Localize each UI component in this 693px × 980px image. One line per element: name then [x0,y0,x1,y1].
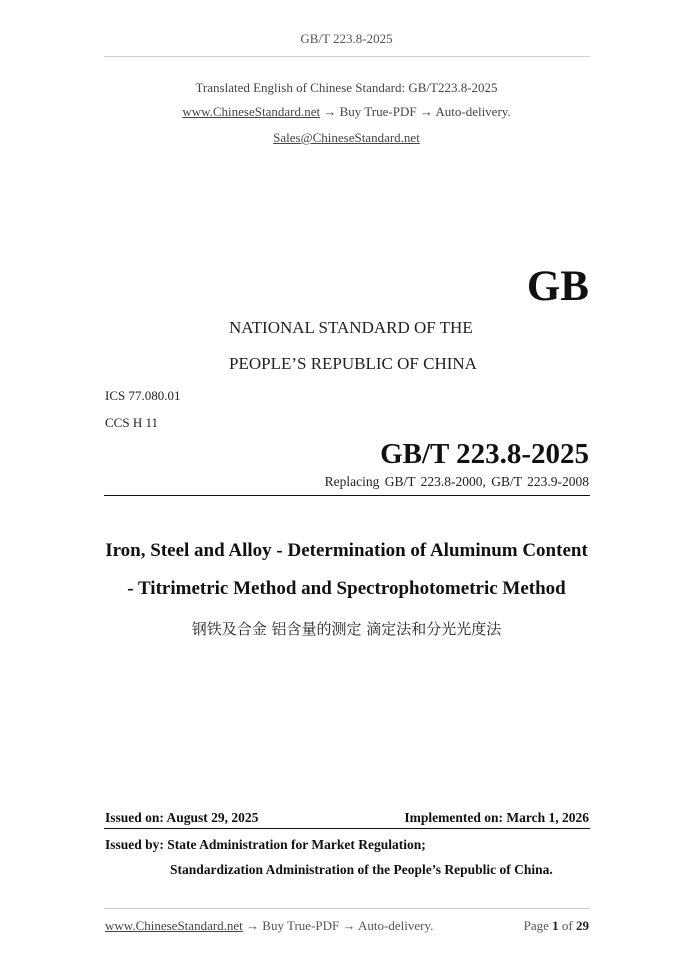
page-current: 1 [552,918,559,933]
document-title-line-1: Iron, Steel and Alloy - Determination of Aluminum Content [105,540,588,561]
issued-by-line-2: Standardization Administration of the People’s Republic of China. [170,862,553,877]
page-of: of [561,918,573,933]
promo-line-email [0,130,693,146]
sales-email-link[interactable]: Sales@ChineseStandard.net [273,130,420,145]
ics-code: ICS 77.080.01 [105,388,181,403]
national-standard-line-1: NATIONAL STANDARD OF THE [229,318,473,337]
ccs-code: CCS H 11 [105,415,158,430]
national-standard-line-2: PEOPLE’S REPUBLIC OF CHINA [229,354,477,373]
replacing-note: Replacing GB/T 223.8-2000, GB/T 223.9-2008 [324,474,589,489]
issued-on-date: Issued on: August 29, 2025 [105,810,259,825]
document-title-line-2: - Titrimetric Method and Spectrophotometric Method [127,578,566,599]
footer-promo [105,918,433,934]
arrow-icon: → [342,918,356,933]
buy-text: Buy True-PDF [339,104,417,119]
page-indicator [524,918,589,934]
site-link[interactable]: www.ChineseStandard.net [182,104,321,119]
gb-logo: GB [526,263,589,310]
promo-line-translation: Translated English of Chinese Standard: GB/T223.8-2025 [195,80,498,95]
issued-by-line-1: Issued by: State Administration for Market Regulation; [105,837,426,852]
footer-site-link[interactable]: www.ChineseStandard.net [105,918,243,933]
document-title-chinese: 钢铁及合金 铝含量的测定 滴定法和分光光度法 [191,620,502,638]
arrow-icon: → [419,104,433,119]
footer-buy-text: Buy True-PDF [262,918,340,933]
promo-line-purchase [0,104,693,120]
footer-delivery-text: Auto-delivery. [358,918,434,933]
arrow-icon: → [246,918,260,933]
title-divider [104,495,590,496]
issue-divider [104,828,590,829]
arrow-icon: → [323,104,337,119]
standard-number: GB/T 223.8-2025 [380,438,589,470]
footer-divider [104,908,590,909]
page-total: 29 [576,918,589,933]
page-label: Page [523,918,549,933]
header-divider [104,56,590,57]
delivery-text: Auto-delivery. [435,104,511,119]
running-header: GB/T 223.8-2025 [300,31,393,46]
implemented-on-date: Implemented on: March 1, 2026 [404,810,589,825]
